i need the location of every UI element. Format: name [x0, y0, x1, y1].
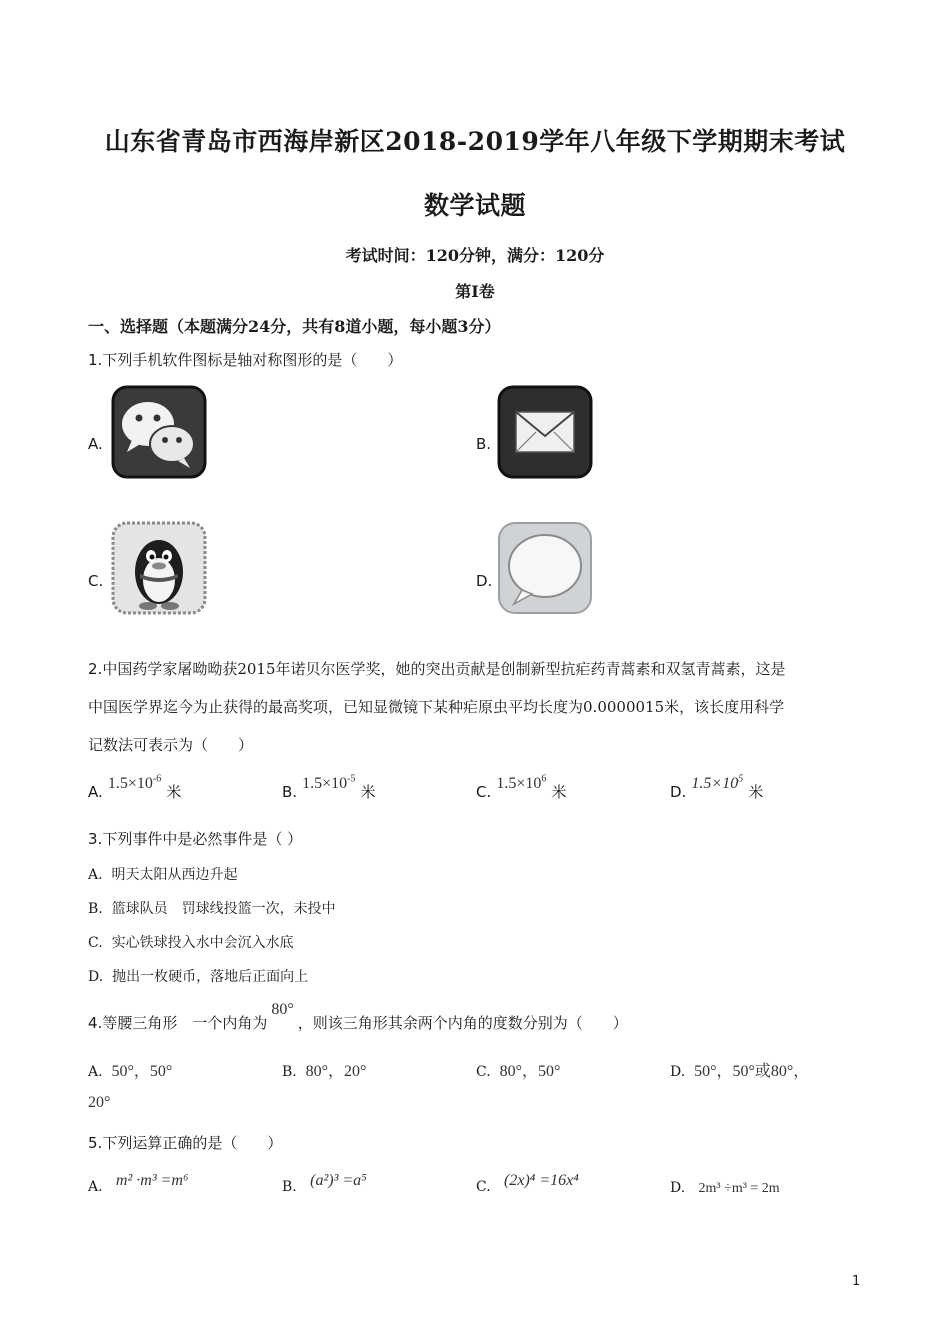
- question-2-line-2: 中国医学界迄今为止获得的最高奖项，已知显微镜下某种疟原虫平均长度为0.0000015米，该长度用科学: [88, 698, 785, 716]
- option-text: 80°，20°: [305, 1063, 367, 1080]
- option-expression: $1.5\times 10^{-5}$: [302, 773, 356, 792]
- option-label: A.: [88, 1064, 103, 1080]
- question-text-before: 等腰三角形 一个内角为: [102, 1014, 268, 1032]
- question-text: 中国药学家屠呦呦获2015年诺贝尔医学奖，她的突出贡献是创制新型抗疟药青蒿素和双氢青蒿素，这是: [102, 660, 786, 678]
- question-3: [88, 828, 302, 849]
- subject-title: 数学试题: [423, 191, 526, 220]
- page-number: 1: [852, 1274, 861, 1289]
- question-text: 下列事件中是必然事件是（ ）: [102, 830, 303, 848]
- option-label: A.: [88, 867, 103, 883]
- option-label: D.: [88, 969, 104, 985]
- exam-info: 考试时间：120分钟，满分：120分: [345, 246, 605, 265]
- option-expression: (2x)⁴ =16x⁴: [504, 1172, 579, 1189]
- question-number: 1.: [88, 351, 103, 369]
- question-4: [88, 1001, 628, 1033]
- option-label: B.: [282, 1064, 297, 1080]
- q4-option-b: [282, 1058, 366, 1081]
- option-expression: $1.5\times 10^{-6}$: [107, 773, 162, 792]
- q4-option-d-wrap: 20°: [88, 1094, 111, 1111]
- option-label: B.: [282, 1179, 297, 1195]
- option-unit: 米: [551, 783, 567, 801]
- volume-label: 第Ⅰ卷: [455, 282, 495, 301]
- option-text: 明天太阳从西边升起: [111, 867, 238, 883]
- option-label: C.: [476, 1179, 491, 1195]
- q5-option-c: [476, 1172, 579, 1196]
- option-expression: $1.5\times 10^5$: [691, 773, 744, 792]
- option-expression: $1.5\times 10^6$: [496, 773, 547, 792]
- option-label: C.: [88, 935, 103, 951]
- option-expression: m² ·m³ =m⁶: [115, 1172, 189, 1189]
- option-unit: 米: [166, 783, 182, 801]
- q1-option-b-label: B.: [476, 435, 492, 453]
- option-text: 50°，50°: [111, 1063, 173, 1080]
- question-2-line-1: [88, 658, 786, 679]
- q4-option-a: [88, 1058, 172, 1081]
- question-text: 下列运算正确的是（ ）: [102, 1134, 283, 1152]
- question-5: [88, 1132, 282, 1153]
- speech-bubble-icon: [496, 520, 594, 616]
- q2-option-d: [670, 772, 764, 801]
- q1-option-d-label: D.: [476, 572, 493, 590]
- option-text: 80°，50°: [499, 1063, 561, 1080]
- option-text: 篮球队员 罚球线投篮一次，未投中: [111, 901, 336, 917]
- question-text-after: ，则该三角形其余两个内角的度数分别为（ ）: [297, 1014, 628, 1032]
- wechat-icon: [110, 384, 208, 480]
- option-text: 50°，50°或80°，: [694, 1063, 810, 1080]
- q5-option-b: [282, 1172, 367, 1196]
- option-label: D.: [670, 1180, 686, 1196]
- option-unit: 米: [360, 783, 376, 801]
- q3-option-c: [88, 932, 294, 952]
- q4-option-c: [476, 1058, 560, 1081]
- mail-envelope-icon: [496, 384, 594, 480]
- option-expression: 2m³ ÷m³ = 2m: [698, 1181, 780, 1196]
- penguin-qq-icon: [110, 520, 208, 616]
- question-number: 4.: [88, 1014, 103, 1032]
- q3-option-b: [88, 898, 336, 918]
- q2-option-c: [476, 772, 567, 801]
- option-text: 抛出一枚硬币，落地后正面向上: [112, 969, 309, 985]
- question-number: 5.: [88, 1134, 103, 1152]
- q1-option-c-label: C.: [88, 572, 104, 590]
- option-unit: 米: [748, 783, 764, 801]
- option-label: A.: [88, 783, 103, 801]
- option-label: C.: [476, 783, 492, 801]
- q3-option-d: [88, 966, 308, 986]
- option-label: C.: [476, 1064, 491, 1080]
- question-number: 3.: [88, 830, 103, 848]
- q4-option-d: [670, 1058, 809, 1081]
- question-1: [88, 349, 402, 370]
- angle-value: 80°: [271, 1001, 294, 1018]
- question-number: 2.: [88, 660, 103, 678]
- question-text: 下列手机软件图标是轴对称图形的是（ ）: [102, 351, 403, 369]
- section-heading: 一、选择题（本题满分24分，共有8道小题，每小题3分）: [88, 317, 501, 336]
- q5-option-d: [670, 1180, 780, 1197]
- q2-option-a: [88, 772, 182, 801]
- option-label: B.: [88, 901, 103, 917]
- option-label: A.: [88, 1179, 103, 1195]
- question-2-line-3: 记数法可表示为（ ）: [88, 736, 254, 754]
- option-expression: (a²)³ =a⁵: [310, 1172, 367, 1189]
- q3-option-a: [88, 864, 237, 884]
- option-label: D.: [670, 783, 687, 801]
- exam-title: 山东省青岛市西海岸新区2018-2019学年八年级下学期期末考试: [104, 127, 846, 156]
- q5-option-a: [88, 1172, 189, 1196]
- option-text: 实心铁球投入水中会沉入水底: [111, 935, 294, 951]
- q2-option-b: [282, 772, 376, 801]
- q1-option-a-label: A.: [88, 435, 103, 453]
- option-label: D.: [670, 1064, 686, 1080]
- option-label: B.: [282, 783, 298, 801]
